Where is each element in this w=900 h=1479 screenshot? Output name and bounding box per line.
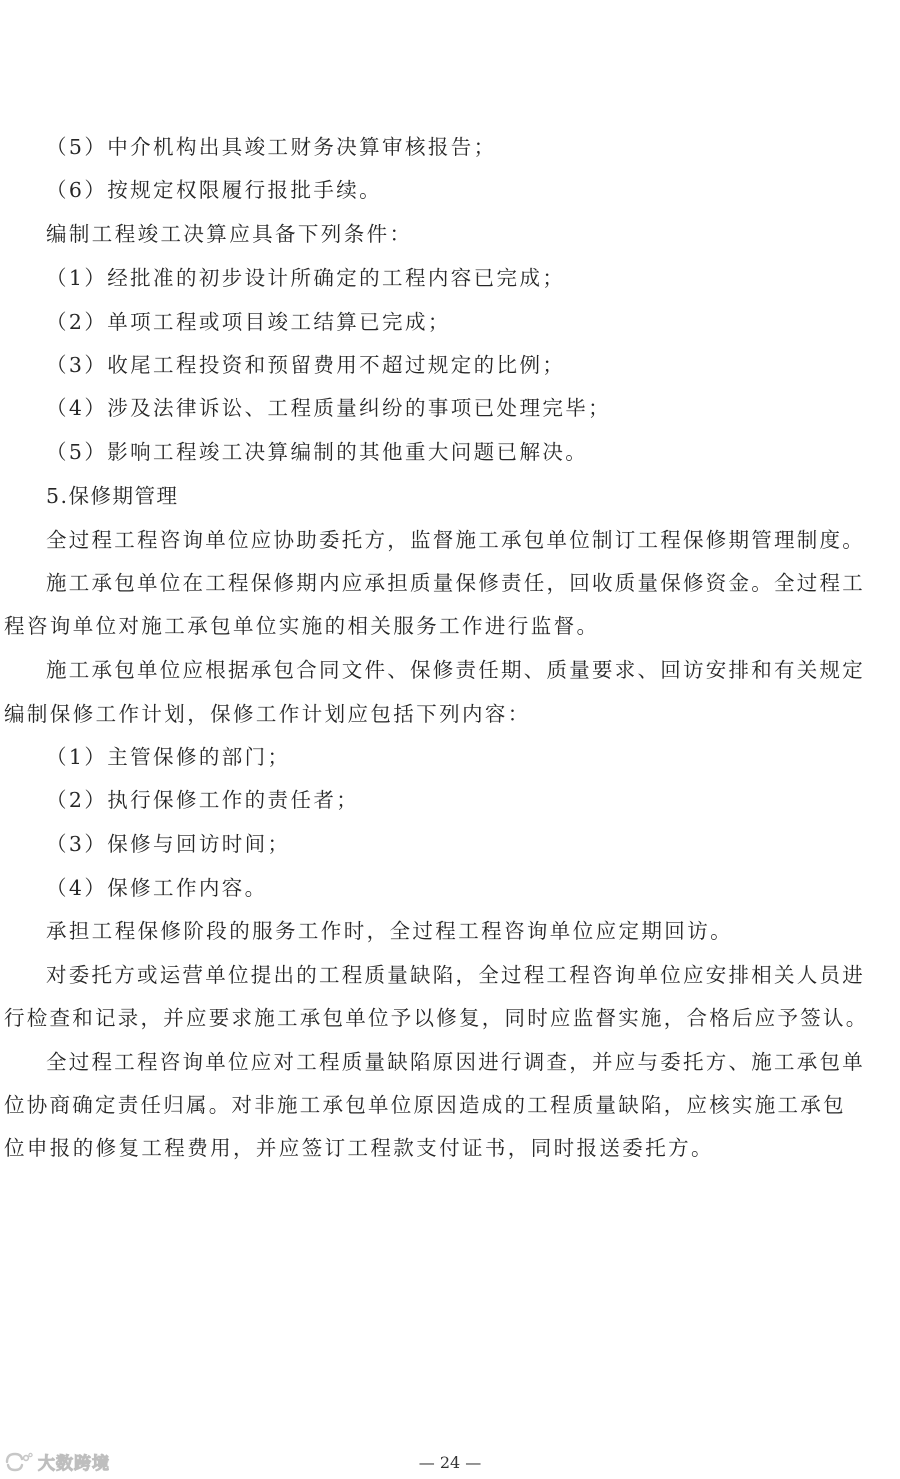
text-line: （1）经批准的初步设计所确定的工程内容已完成； [46, 266, 566, 290]
text-line: 承担工程保修阶段的服务工作时，全过程工程咨询单位应定期回访。 [46, 919, 733, 943]
text-line: （1）主管保修的部门； [46, 745, 291, 769]
watermark-text: 大数跨境 [38, 1454, 110, 1474]
text-line: （4）涉及法律诉讼、工程质量纠纷的事项已处理完毕； [46, 396, 612, 420]
text-line: （2）单项工程或项目竣工结算已完成； [46, 310, 451, 334]
section-heading: 5.保修期管理 [46, 484, 179, 508]
text-line: 施工承包单位在工程保修期内应承担质量保修责任，回收质量保修资金。全过程工 [46, 571, 865, 595]
text-line: 程咨询单位对施工承包单位实施的相关服务工作进行监督。 [4, 614, 600, 638]
text-line: 编制工程竣工决算应具备下列条件： [46, 222, 413, 246]
text-line: （5）中介机构出具竣工财务决算审核报告； [46, 135, 497, 159]
text-line: （3）收尾工程投资和预留费用不超过规定的比例； [46, 353, 566, 377]
text-line: 行检查和记录，并应要求施工承包单位予以修复，同时应监督实施，合格后应予签认。 [4, 1006, 869, 1030]
text-line: 位申报的修复工程费用，并应签订工程款支付证书，同时报送委托方。 [4, 1136, 714, 1160]
brand-logo-icon [4, 1451, 34, 1473]
text-line: 全过程工程咨询单位应协助委托方，监督施工承包单位制订工程保修期管理制度。 [46, 528, 865, 552]
text-line: 对委托方或运营单位提出的工程质量缺陷，全过程工程咨询单位应安排相关人员进 [46, 963, 865, 987]
text-line: 全过程工程咨询单位应对工程质量缺陷原因进行调查，并应与委托方、施工承包单 [46, 1050, 865, 1074]
watermark [4, 1449, 110, 1474]
text-line: （6）按规定权限履行报批手续。 [46, 178, 383, 202]
text-line: （3）保修与回访时间； [46, 832, 291, 856]
text-line: （5）影响工程竣工决算编制的其他重大问题已解决。 [46, 440, 589, 464]
text-line: 编制保修工作计划，保修工作计划应包括下列内容： [4, 702, 531, 726]
text-line: 位协商确定责任归属。对非施工承包单位原因造成的工程质量缺陷，应核实施工承包 [4, 1093, 846, 1117]
page-number: — 24 — [418, 1453, 482, 1472]
text-line: （4）保修工作内容。 [46, 876, 268, 900]
text-line: 施工承包单位应根据承包合同文件、保修责任期、质量要求、回访安排和有关规定 [46, 658, 865, 682]
text-line: （2）执行保修工作的责任者； [46, 788, 360, 812]
